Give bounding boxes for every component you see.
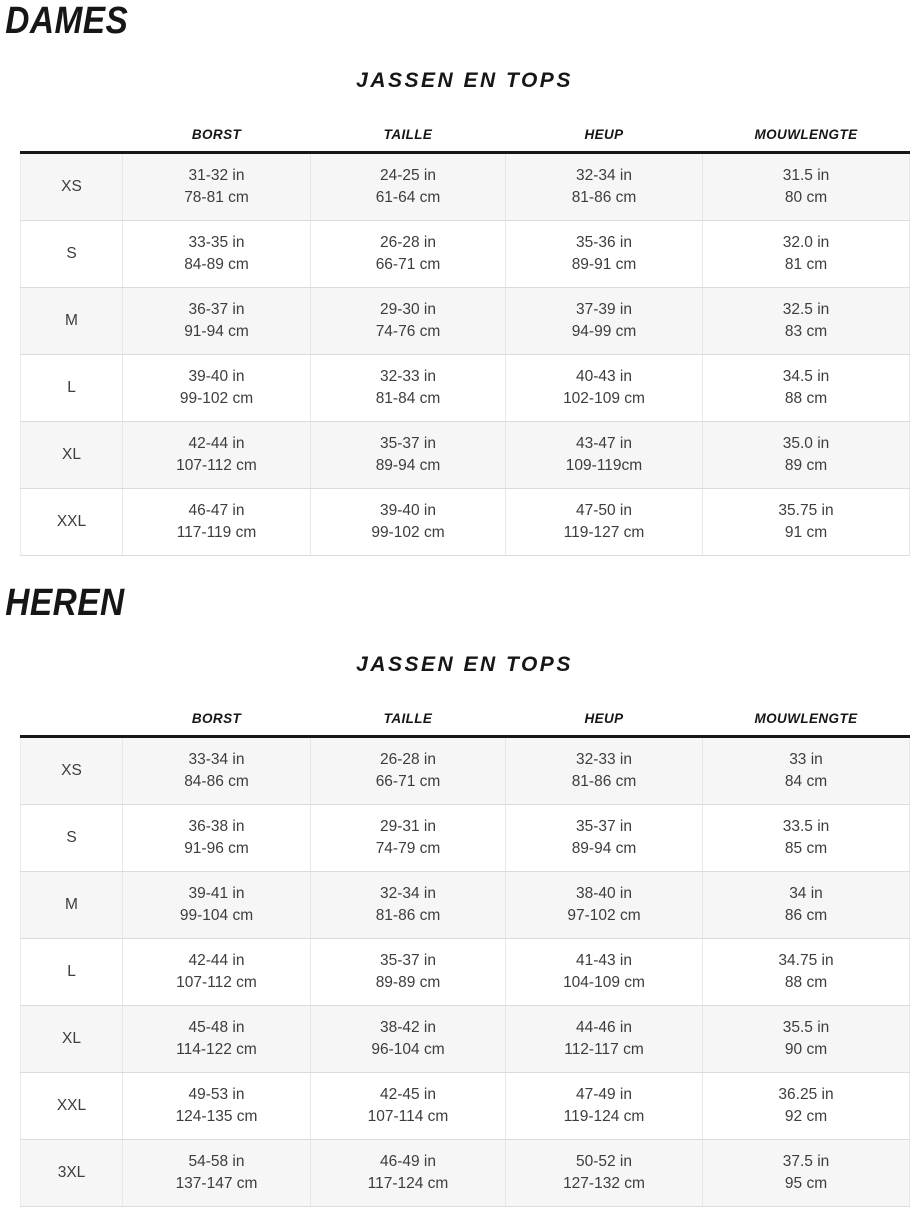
measurement-value: 95 cm — [784, 1175, 828, 1192]
column-header-borst: BORST — [123, 675, 311, 737]
measurement-cell-borst — [123, 737, 311, 805]
size-label: M — [21, 288, 123, 355]
measurement-value: 34.75 in — [778, 952, 834, 969]
size-label: 3XL — [21, 1140, 123, 1207]
measurement-cell-taille — [311, 1140, 506, 1207]
measurement-cell-mouwlengte — [703, 355, 910, 422]
measurement-value: 74-76 cm — [375, 323, 441, 340]
measurement-cell-taille — [311, 805, 506, 872]
measurement-cell-heup — [506, 422, 703, 489]
measurement-value: 99-102 cm — [371, 524, 445, 541]
size-label: XXL — [21, 489, 123, 556]
measurement-value: 91-96 cm — [184, 840, 249, 857]
measurement-value: 32.0 in — [782, 234, 830, 251]
measurement-value: 74-79 cm — [375, 840, 441, 857]
measurement-value: 109-119cm — [565, 457, 643, 474]
measurement-value: 26-28 in — [379, 751, 436, 768]
size-label: XS — [21, 737, 123, 805]
measurement-value: 41-43 in — [575, 952, 632, 969]
measurement-value: 99-104 cm — [179, 907, 254, 924]
measurement-value: 81-84 cm — [375, 390, 441, 407]
measurement-value: 26-28 in — [379, 234, 436, 251]
measurement-value: 35.0 in — [782, 435, 830, 452]
column-header-row — [21, 91, 910, 153]
measurement-cell-mouwlengte — [703, 737, 910, 805]
size-row-l — [21, 939, 910, 1006]
size-row-l — [21, 355, 910, 422]
measurement-cell-borst — [123, 153, 311, 221]
measurement-value: 107-114 cm — [367, 1108, 449, 1125]
measurement-value: 36-37 in — [188, 301, 245, 318]
measurement-cell-borst — [123, 422, 311, 489]
size-row-xl — [21, 1006, 910, 1073]
size-label: XL — [21, 422, 123, 489]
measurement-value: 91-94 cm — [184, 323, 249, 340]
column-header-mouwlengte: MOUWLENGTE — [703, 675, 910, 737]
measurement-cell-taille — [311, 737, 506, 805]
size-row-s — [21, 221, 910, 288]
measurement-value: 39-41 in — [188, 885, 245, 902]
measurement-value: 80 cm — [784, 189, 828, 206]
measurement-cell-taille — [311, 422, 506, 489]
measurement-cell-mouwlengte — [703, 422, 910, 489]
measurement-cell-heup — [506, 288, 703, 355]
measurement-value: 31-32 in — [188, 167, 245, 184]
measurement-value: 119-127 cm — [563, 524, 645, 541]
measurement-value: 89-94 cm — [375, 457, 441, 474]
measurement-value: 33.5 in — [782, 818, 830, 835]
size-label: S — [21, 221, 123, 288]
measurement-value: 86 cm — [784, 907, 828, 924]
measurement-value: 33 in — [789, 751, 823, 768]
measurement-value: 45-48 in — [188, 1019, 245, 1036]
measurement-cell-mouwlengte — [703, 153, 910, 221]
measurement-cell-borst — [123, 939, 311, 1006]
size-row-xs — [21, 153, 910, 221]
size-label: M — [21, 872, 123, 939]
measurement-value: 88 cm — [784, 390, 828, 407]
measurement-value: 29-31 in — [379, 818, 436, 835]
measurement-value: 32-34 in — [575, 167, 632, 184]
measurement-cell-mouwlengte — [703, 489, 910, 556]
measurement-value: 38-40 in — [575, 885, 632, 902]
measurement-cell-heup — [506, 737, 703, 805]
measurement-cell-mouwlengte — [703, 872, 910, 939]
measurement-cell-heup — [506, 1006, 703, 1073]
size-row-m — [21, 872, 910, 939]
measurement-value: 46-47 in — [188, 502, 245, 519]
measurement-value: 43-47 in — [575, 435, 632, 452]
measurement-value: 61-64 cm — [375, 189, 441, 206]
measurement-value: 97-102 cm — [567, 907, 641, 924]
measurement-value: 32.5 in — [782, 301, 830, 318]
measurement-value: 78-81 cm — [184, 189, 249, 206]
measurement-value: 81-86 cm — [375, 907, 441, 924]
measurement-value: 84-86 cm — [184, 773, 249, 790]
measurement-value: 92 cm — [784, 1108, 828, 1125]
measurement-value: 35-37 in — [575, 818, 632, 835]
measurement-value: 32-33 in — [575, 751, 632, 768]
measurement-cell-heup — [506, 805, 703, 872]
measurement-value: 35-37 in — [379, 952, 436, 969]
size-label: L — [21, 939, 123, 1006]
measurement-value: 36.25 in — [778, 1086, 834, 1103]
measurement-cell-mouwlengte — [703, 805, 910, 872]
measurement-value: 24-25 in — [379, 167, 436, 184]
measurement-value: 112-117 cm — [564, 1041, 644, 1058]
size-row-s — [21, 805, 910, 872]
measurement-value: 35-37 in — [379, 435, 436, 452]
measurement-value: 34.5 in — [782, 368, 830, 385]
column-header-heup: HEUP — [506, 675, 703, 737]
measurement-value: 54-58 in — [188, 1153, 245, 1170]
measurement-cell-borst — [123, 489, 311, 556]
measurement-value: 42-44 in — [188, 952, 245, 969]
column-header-size — [21, 675, 123, 737]
measurement-cell-heup — [506, 939, 703, 1006]
measurement-cell-borst — [123, 805, 311, 872]
measurement-cell-heup — [506, 221, 703, 288]
measurement-value: 35-36 in — [575, 234, 632, 251]
measurement-value: 102-109 cm — [563, 390, 645, 407]
size-table-dames — [20, 91, 910, 556]
table-title-dames: JASSEN EN TOPS — [356, 69, 573, 92]
section-dames — [0, 0, 913, 556]
measurement-value: 85 cm — [784, 840, 828, 857]
measurement-value: 37-39 in — [575, 301, 632, 318]
measurement-cell-heup — [506, 1140, 703, 1207]
measurement-value: 32-34 in — [379, 885, 436, 902]
measurement-cell-borst — [123, 1006, 311, 1073]
column-header-taille: TAILLE — [311, 675, 506, 737]
measurement-cell-mouwlengte — [703, 1073, 910, 1140]
measurement-cell-heup — [506, 872, 703, 939]
measurement-cell-borst — [123, 221, 311, 288]
section-heading-heren: HEREN — [5, 582, 125, 624]
measurement-value: 89-94 cm — [571, 840, 637, 857]
column-header-taille: TAILLE — [311, 91, 506, 153]
measurement-value: 91 cm — [784, 524, 828, 541]
measurement-value: 46-49 in — [379, 1153, 436, 1170]
size-row-xxl — [21, 1073, 910, 1140]
measurement-value: 66-71 cm — [375, 256, 441, 273]
measurement-value: 31.5 in — [782, 167, 830, 184]
measurement-value: 107-112 cm — [176, 457, 257, 474]
measurement-cell-taille — [311, 355, 506, 422]
measurement-cell-mouwlengte — [703, 221, 910, 288]
measurement-value: 137-147 cm — [175, 1175, 258, 1192]
measurement-cell-taille — [311, 288, 506, 355]
measurement-value: 44-46 in — [575, 1019, 632, 1036]
size-row-xl — [21, 422, 910, 489]
size-row-3xl — [21, 1140, 910, 1207]
measurement-value: 84-89 cm — [184, 256, 249, 273]
measurement-value: 32-33 in — [379, 368, 436, 385]
measurement-value: 37.5 in — [782, 1153, 830, 1170]
measurement-value: 84 cm — [784, 773, 828, 790]
measurement-value: 34 in — [789, 885, 823, 902]
measurement-cell-borst — [123, 355, 311, 422]
measurement-cell-taille — [311, 489, 506, 556]
measurement-value: 39-40 in — [379, 502, 436, 519]
measurement-value: 117-119 cm — [176, 524, 257, 541]
measurement-value: 81-86 cm — [571, 189, 637, 206]
measurement-cell-taille — [311, 153, 506, 221]
measurement-value: 47-49 in — [575, 1086, 632, 1103]
measurement-cell-borst — [123, 1140, 311, 1207]
measurement-value: 42-45 in — [379, 1086, 436, 1103]
size-label: XS — [21, 153, 123, 221]
measurement-value: 107-112 cm — [176, 974, 257, 991]
size-label: XL — [21, 1006, 123, 1073]
measurement-value: 36-38 in — [188, 818, 245, 835]
measurement-value: 96-104 cm — [371, 1041, 445, 1058]
section-heading-dames: DAMES — [5, 0, 129, 42]
measurement-value: 127-132 cm — [563, 1175, 645, 1192]
measurement-value: 117-124 cm — [367, 1175, 449, 1192]
measurement-value: 99-102 cm — [179, 390, 254, 407]
section-heren — [0, 582, 913, 1207]
measurement-value: 114-122 cm — [176, 1041, 257, 1058]
measurement-cell-borst — [123, 288, 311, 355]
measurement-value: 33-35 in — [188, 234, 245, 251]
size-row-m — [21, 288, 910, 355]
size-label: L — [21, 355, 123, 422]
size-table-heren — [20, 675, 910, 1207]
column-header-size — [21, 91, 123, 153]
measurement-value: 89 cm — [784, 457, 828, 474]
measurement-value: 50-52 in — [575, 1153, 632, 1170]
size-row-xs — [21, 737, 910, 805]
measurement-value: 35.5 in — [782, 1019, 830, 1036]
measurement-cell-heup — [506, 489, 703, 556]
column-header-mouwlengte: MOUWLENGTE — [703, 91, 910, 153]
table-title-heren: JASSEN EN TOPS — [356, 653, 573, 676]
measurement-value: 89-91 cm — [571, 256, 637, 273]
measurement-cell-heup — [506, 153, 703, 221]
column-header-borst: BORST — [123, 91, 311, 153]
measurement-value: 35.75 in — [778, 502, 834, 519]
size-label: XXL — [21, 1073, 123, 1140]
measurement-value: 29-30 in — [379, 301, 436, 318]
measurement-value: 94-99 cm — [571, 323, 637, 340]
measurement-value: 66-71 cm — [375, 773, 441, 790]
measurement-value: 49-53 in — [188, 1086, 245, 1103]
measurement-value: 89-89 cm — [375, 974, 441, 991]
measurement-cell-borst — [123, 872, 311, 939]
measurement-value: 47-50 in — [575, 502, 632, 519]
measurement-value: 104-109 cm — [563, 974, 645, 991]
measurement-value: 90 cm — [784, 1041, 828, 1058]
measurement-cell-taille — [311, 939, 506, 1006]
measurement-cell-heup — [506, 1073, 703, 1140]
measurement-cell-mouwlengte — [703, 1140, 910, 1207]
size-label: S — [21, 805, 123, 872]
measurement-value: 33-34 in — [188, 751, 245, 768]
measurement-cell-heup — [506, 355, 703, 422]
measurement-value: 39-40 in — [188, 368, 245, 385]
measurement-cell-mouwlengte — [703, 288, 910, 355]
measurement-cell-mouwlengte — [703, 939, 910, 1006]
measurement-cell-taille — [311, 221, 506, 288]
measurement-value: 83 cm — [784, 323, 828, 340]
measurement-cell-borst — [123, 1073, 311, 1140]
measurement-value: 81 cm — [784, 256, 828, 273]
column-header-row — [21, 675, 910, 737]
measurement-value: 81-86 cm — [571, 773, 637, 790]
measurement-cell-taille — [311, 872, 506, 939]
measurement-cell-taille — [311, 1006, 506, 1073]
measurement-cell-mouwlengte — [703, 1006, 910, 1073]
measurement-cell-taille — [311, 1073, 506, 1140]
measurement-value: 88 cm — [784, 974, 828, 991]
column-header-heup: HEUP — [506, 91, 703, 153]
measurement-value: 119-124 cm — [563, 1108, 645, 1125]
measurement-value: 40-43 in — [575, 368, 632, 385]
size-row-xxl — [21, 489, 910, 556]
measurement-value: 124-135 cm — [175, 1108, 258, 1125]
measurement-value: 42-44 in — [188, 435, 245, 452]
measurement-value: 38-42 in — [379, 1019, 436, 1036]
